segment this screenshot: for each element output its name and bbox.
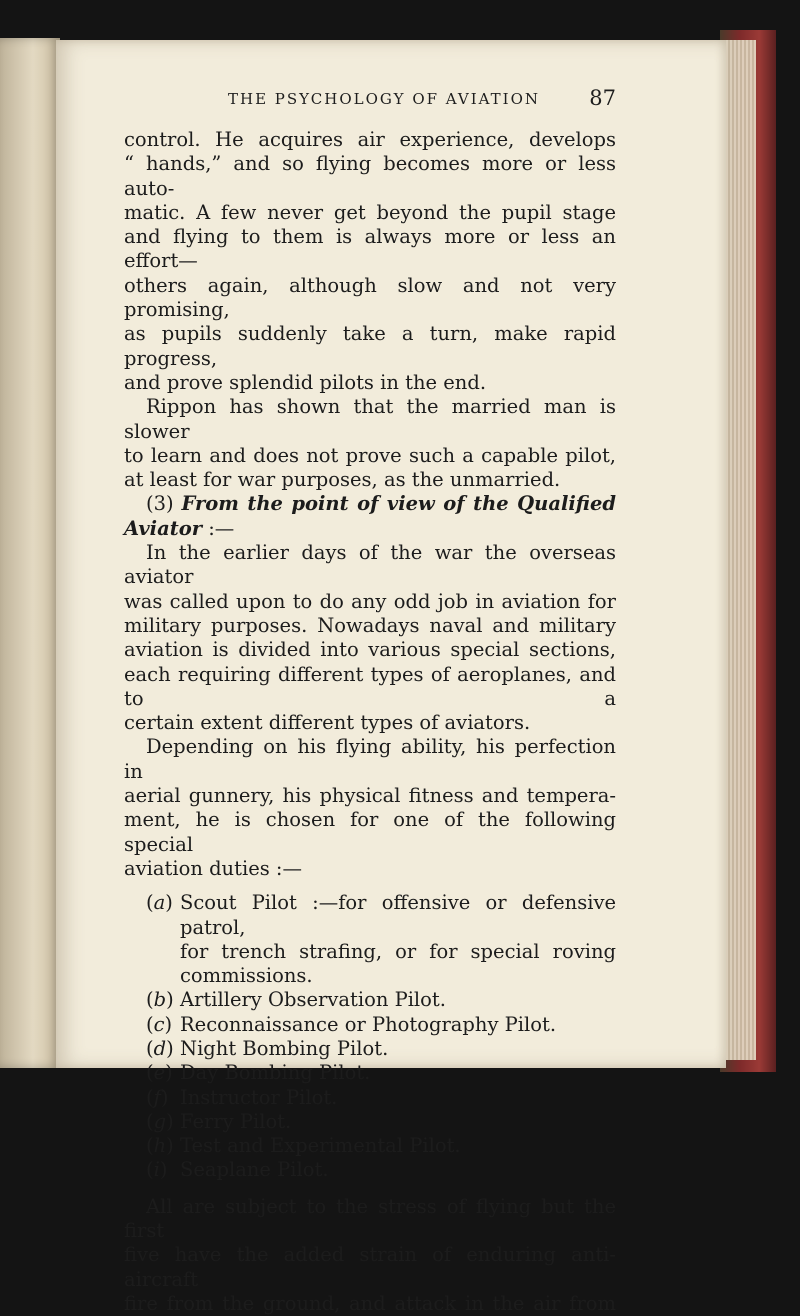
text-line: Night Bombing Pilot. bbox=[180, 1036, 389, 1060]
section-title: From the point of view of the Qualified Aviator bbox=[124, 492, 616, 540]
page-stack-edge bbox=[722, 40, 756, 1060]
list-item bbox=[124, 1061, 616, 1085]
list-marker: (a) bbox=[146, 891, 173, 915]
list-item bbox=[124, 988, 616, 1012]
list-marker: (i) bbox=[146, 1158, 168, 1182]
page-number: 87 bbox=[589, 86, 616, 110]
paragraph-2 bbox=[124, 395, 616, 492]
text-line: Scout Pilot :—for offensive or defensive patrol, bbox=[180, 891, 616, 939]
text-line: matic. A few never get beyond the pupil stage bbox=[124, 200, 616, 224]
text-line: military purposes. Nowadays naval and military bbox=[124, 613, 616, 637]
text-line: aerial gunnery, his physical fitness and tempera- bbox=[124, 784, 616, 808]
text-line: and flying to them is always more or less an effort— bbox=[124, 225, 616, 273]
text-line: at least for war purposes, as the unmarried. bbox=[124, 468, 561, 492]
running-head bbox=[124, 86, 616, 116]
list-marker: (f) bbox=[146, 1085, 169, 1109]
list-item bbox=[124, 1013, 616, 1037]
text-line: Seaplane Pilot. bbox=[180, 1158, 329, 1182]
list-marker: (b) bbox=[146, 988, 174, 1012]
text-line: commissions. bbox=[180, 964, 313, 988]
list-item bbox=[124, 1037, 616, 1061]
text-line: Day Bombing Pilot. bbox=[180, 1061, 371, 1085]
list-item bbox=[124, 1158, 616, 1182]
text-line: Depending on his flying ability, his perfection in bbox=[124, 735, 616, 783]
text-line: fire from the ground, and attack in the air from bbox=[124, 1291, 616, 1315]
list-item bbox=[124, 1134, 616, 1158]
text-line: each requiring different types of aeroplanes, and to a bbox=[124, 662, 616, 710]
section-number: (3) bbox=[146, 492, 174, 516]
paragraph-5 bbox=[124, 1195, 616, 1316]
body-text bbox=[124, 128, 616, 1316]
list-marker: (g) bbox=[146, 1109, 174, 1133]
facing-page-edge bbox=[0, 38, 60, 1068]
list-marker: (c) bbox=[146, 1012, 173, 1036]
text-line: ment, he is chosen for one of the following special bbox=[124, 808, 616, 856]
list-item bbox=[124, 891, 616, 988]
paragraph-3 bbox=[124, 541, 616, 735]
list-item bbox=[124, 1086, 616, 1110]
paragraph-1 bbox=[124, 128, 616, 395]
section-heading bbox=[124, 492, 616, 541]
paragraph-4 bbox=[124, 735, 616, 881]
list-marker: (h) bbox=[146, 1134, 174, 1158]
text-line: to learn and does not prove such a capable pilot, bbox=[124, 443, 616, 467]
text-line: All are subject to the stress of flying but the first bbox=[124, 1194, 616, 1243]
text-line: “ hands,” and so flying becomes more or less auto- bbox=[124, 152, 616, 200]
text-line: aviation is divided into various special sections, bbox=[124, 638, 616, 662]
section-suffix: :— bbox=[208, 516, 235, 540]
text-line: Instructor Pilot. bbox=[180, 1085, 338, 1109]
text-line: for trench strafing, or for special roving bbox=[180, 939, 616, 963]
text-line: and prove splendid pilots in the end. bbox=[124, 370, 487, 394]
text-line: In the earlier days of the war the overseas aviator bbox=[124, 541, 616, 589]
text-line: Artillery Observation Pilot. bbox=[180, 988, 446, 1012]
duties-list bbox=[124, 891, 616, 1183]
list-marker: (e) bbox=[146, 1061, 173, 1085]
text-line: others again, although slow and not very promising, bbox=[124, 273, 616, 322]
list-item bbox=[124, 1110, 616, 1134]
text-line: Reconnaissance or Photography Pilot. bbox=[180, 1012, 557, 1036]
text-line: aviation duties :— bbox=[124, 856, 303, 880]
list-marker: (d) bbox=[146, 1036, 174, 1060]
text-line: Test and Experimental Pilot. bbox=[180, 1134, 461, 1158]
text-line: as pupils suddenly take a turn, make rapid progress, bbox=[124, 322, 616, 370]
text-line: Rippon has shown that the married man is slower bbox=[124, 395, 616, 443]
text-line: control. He acquires air experience, develops bbox=[124, 128, 616, 151]
text-line: was called upon to do any odd job in aviation for bbox=[124, 589, 616, 613]
text-line: certain extent different types of aviators. bbox=[124, 711, 531, 735]
text-line: five have the added strain of enduring anti-aircraft bbox=[124, 1243, 616, 1291]
text-line: Ferry Pilot. bbox=[180, 1109, 292, 1133]
running-title: THE PSYCHOLOGY OF AVIATION bbox=[228, 90, 540, 108]
